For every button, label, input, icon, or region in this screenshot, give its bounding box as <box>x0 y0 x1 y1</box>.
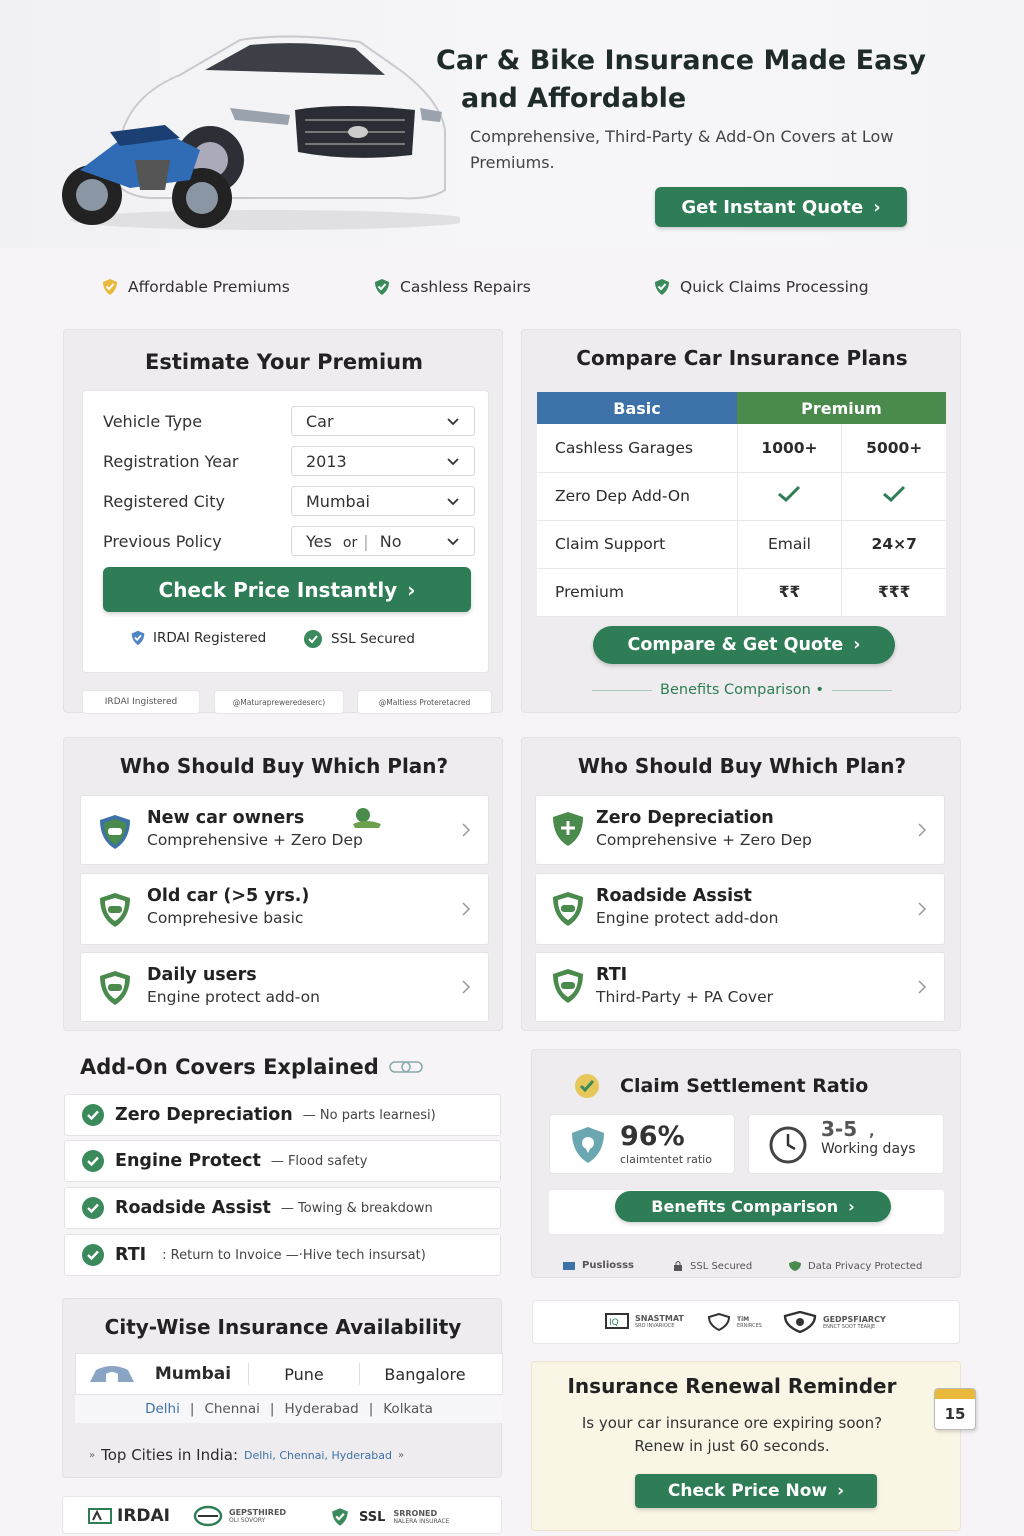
claims-badge-privacy: Data Privacy Protected <box>788 1260 922 1272</box>
check-circle-icon <box>81 1103 105 1127</box>
check-icon <box>776 484 802 504</box>
chevron-right-icon: › <box>873 196 881 218</box>
shield-check-icon <box>372 277 392 297</box>
hero-subtitle: Comprehensive, Third-Party & Add-On Covers at Low Premiums. <box>470 127 894 172</box>
feature-cashless: Cashless Repairs <box>372 276 531 298</box>
feature-affordable: Affordable Premiums <box>100 276 290 298</box>
chevron-right-icon <box>916 901 928 917</box>
double-chevron-icon: » <box>397 1449 405 1461</box>
city-delhi[interactable]: Delhi <box>145 1401 180 1417</box>
addons-title: Add-On Covers Explained <box>80 1055 423 1079</box>
shield-icon <box>129 629 147 647</box>
partner-logo-1: IQ SNASTMAT SRO INVARIOCE <box>605 1313 684 1329</box>
chevron-right-icon <box>916 822 928 838</box>
badge-check-icon <box>572 1072 602 1100</box>
get-instant-quote-button[interactable]: Get Instant Quote › <box>655 187 907 227</box>
addon-engine-protect[interactable]: Engine Protect — Flood safety <box>64 1140 501 1182</box>
city-chennai[interactable]: Chennai <box>204 1401 260 1417</box>
shield-plus-icon <box>550 810 586 848</box>
chevron-right-icon: › <box>407 577 416 602</box>
vehicle-type-select[interactable]: Car <box>291 406 475 436</box>
city-pune[interactable]: Pune <box>284 1364 324 1384</box>
header-basic: Basic <box>537 392 737 424</box>
estimate-title: Estimate Your Premium <box>145 350 423 374</box>
secondary-cities-row: Delhi | Chennai | Hyderabad | Kolkata <box>75 1395 503 1423</box>
top-cities: » Top Cities in India: Delhi, Chennai, Hyderabad » <box>89 1446 405 1464</box>
partner-logo-2: TiM ERNIRCES <box>707 1313 762 1331</box>
irdai-logo: IRDAI <box>87 1506 170 1526</box>
city-bangalore[interactable]: Bangalore <box>384 1364 466 1384</box>
irdai-icon <box>87 1506 113 1526</box>
city-mumbai[interactable]: Mumbai <box>154 1364 232 1384</box>
form-fields <box>103 401 475 561</box>
partner-logo-icon <box>605 1313 629 1329</box>
list-item[interactable]: Old car (>5 yrs.) Comprehesive basic <box>80 873 489 945</box>
who-should-buy-card-right: Who Should Buy Which Plan? Zero Depreciation Comprehensive + Zero Dep Roadside Assist Engine protect add-don RTI Third-Party + PA Cover <box>521 737 961 1031</box>
shield-car-icon <box>97 813 133 851</box>
footer-badge-3: @Maltiess Proteretacred <box>357 690 492 714</box>
table-row: Claim Support Email 24×7 <box>537 520 946 568</box>
table-row: Premium ₹₹ ₹₹₹ <box>537 568 946 616</box>
check-circle-icon <box>81 1196 105 1220</box>
shield-car-icon <box>97 891 133 929</box>
shield-check-icon <box>329 1506 351 1528</box>
svg-text:IQ: IQ <box>609 1318 619 1328</box>
claim-settlement-card: Claim Settlement Ratio 96% claimtentet ratio 3-5 , Working days Benefits Comparison › Pusliosss SSL Secured Data Privacy Protected <box>531 1049 961 1278</box>
claims-badge-1: Pusliosss <box>562 1260 634 1271</box>
shield-pin-icon <box>568 1125 608 1165</box>
addon-roadside-assist[interactable]: Roadside Assist — Towing & breakdown <box>64 1187 501 1229</box>
estimate-form <box>82 390 489 673</box>
check-circle-icon <box>303 629 323 649</box>
registered-city-row: Registered City Mumbai <box>103 481 475 521</box>
shield-car-icon <box>97 969 133 1007</box>
compare-table-wrapper <box>537 392 946 617</box>
ssl-secured-badge: SSL SRRONED NALERA INSURACE <box>329 1506 449 1528</box>
list-item[interactable]: Roadside Assist Engine protect add-don <box>535 873 945 945</box>
compare-table <box>537 392 946 617</box>
check-price-instantly-button[interactable]: Check Price Instantly › <box>103 567 471 612</box>
registration-year-row: Registration Year 2013 <box>103 441 475 481</box>
benefits-comparison-button[interactable]: Benefits Comparison › <box>615 1191 891 1222</box>
vehicle-type-row: Vehicle Type Car <box>103 401 475 441</box>
hero-section <box>0 0 1024 248</box>
registration-year-select[interactable]: 2013 <box>291 446 475 476</box>
chevron-down-icon <box>446 414 460 428</box>
chevron-down-icon <box>446 534 460 548</box>
badge-2: GEPSTHIRED OLI SOVORY <box>193 1505 286 1527</box>
seal-icon <box>193 1505 223 1527</box>
shield-car-icon <box>550 890 586 928</box>
shield-icon <box>788 1260 802 1272</box>
calendar-icon: 15 <box>934 1388 976 1430</box>
ssl-badge: SSL Secured <box>303 629 415 649</box>
claims-badge-ssl: SSL Secured <box>672 1260 752 1272</box>
clock-icon <box>765 1125 811 1165</box>
registered-city-select[interactable]: Mumbai <box>291 486 475 516</box>
addon-rti[interactable]: RTI : Return to Invoice —·Hive tech insursat) <box>64 1234 501 1276</box>
list-item[interactable]: RTI Third-Party + PA Cover <box>535 952 945 1022</box>
city-availability-card: City-Wise Insurance Availability Mumbai Pune Bangalore Delhi | Chennai | Hyderabad | Kolkata » Top Cities in India: Delhi, Chennai, Hyderabad » <box>62 1298 502 1478</box>
chevron-right-icon <box>916 979 928 995</box>
city-kolkata[interactable]: Kolkata <box>383 1401 433 1417</box>
shield-icon <box>783 1311 817 1333</box>
footer-badge-2: @Maturapreweredeserc) <box>214 690 344 714</box>
partner-logo-3: GEDPSFIARCY ENNCT SOOT TEARJE <box>783 1311 886 1333</box>
check-circle-icon <box>81 1243 105 1267</box>
table-row: Zero Dep Add-On <box>537 472 946 520</box>
shield-check-icon <box>652 277 672 297</box>
compare-get-quote-button[interactable]: Compare & Get Quote › <box>593 626 895 664</box>
main-cities-row <box>75 1353 503 1395</box>
city-hyderabad[interactable]: Hyderabad <box>284 1401 359 1417</box>
estimate-premium-card <box>63 329 503 713</box>
previous-policy-row: Previous Policy Yes or | No <box>103 521 475 561</box>
shield-icon <box>100 277 120 297</box>
feature-quick-claims: Quick Claims Processing <box>652 276 869 298</box>
irdai-badge: IRDAI Registered <box>129 629 266 647</box>
chevron-down-icon <box>446 454 460 468</box>
table-row: Cashless Garages 1000+ 5000+ <box>537 424 946 472</box>
chevron-down-icon <box>446 494 460 508</box>
working-days-stat: 3-5 , Working days <box>748 1114 944 1174</box>
benefits-comparison-label: Benefits Comparison • <box>592 682 892 698</box>
compare-plans-card <box>521 329 961 713</box>
list-item[interactable]: Daily users Engine protect add-on <box>80 952 489 1022</box>
hero-title: Car & Bike Insurance Made Easy and Affordable <box>436 45 926 114</box>
link-icon <box>389 1060 423 1074</box>
chevron-right-icon <box>460 822 472 838</box>
car-bike-illustration <box>40 20 460 235</box>
double-chevron-icon: » <box>89 1449 96 1461</box>
chevron-right-icon: › <box>853 635 861 655</box>
card-icon <box>562 1261 576 1271</box>
chevron-right-icon: › <box>848 1197 855 1216</box>
check-circle-icon <box>81 1149 105 1173</box>
shield-icon <box>707 1313 731 1331</box>
car-key-icon <box>349 806 383 830</box>
chevron-right-icon <box>460 901 472 917</box>
chevron-right-icon: › <box>837 1481 845 1501</box>
renewal-reminder-card: Insurance Renewal Reminder Is your car insurance ore expiring soon? Renew in just 60 seconds. Check Price Now › <box>531 1361 961 1531</box>
list-item[interactable]: New car owners Comprehensive + Zero Dep <box>80 795 489 865</box>
check-icon <box>881 484 907 504</box>
who-should-buy-card-left: Who Should Buy Which Plan? New car owners Comprehensive + Zero Dep Old car (>5 yrs.) Comprehesive basic Daily users Engine protect add-on <box>63 737 503 1031</box>
gateway-monument-icon <box>86 1364 138 1384</box>
previous-policy-select[interactable]: Yes or | No <box>291 526 475 556</box>
shield-car-icon <box>550 967 586 1005</box>
footer-badge-irdai: IRDAI Ingistered <box>82 690 200 714</box>
compare-title: Compare Car Insurance Plans <box>576 346 908 370</box>
header-premium: Premium <box>737 392 946 424</box>
addon-zero-depreciation[interactable]: Zero Depreciation — No parts learnesi) <box>64 1094 501 1136</box>
bottom-badges <box>62 1496 502 1534</box>
chevron-right-icon <box>460 979 472 995</box>
settlement-ratio-stat: 96% claimtentet ratio <box>549 1114 735 1174</box>
partners-strip <box>532 1300 960 1344</box>
lock-icon <box>672 1260 684 1272</box>
check-price-now-button[interactable]: Check Price Now › <box>635 1474 877 1508</box>
list-item[interactable]: Zero Depreciation Comprehensive + Zero Dep <box>535 795 945 865</box>
